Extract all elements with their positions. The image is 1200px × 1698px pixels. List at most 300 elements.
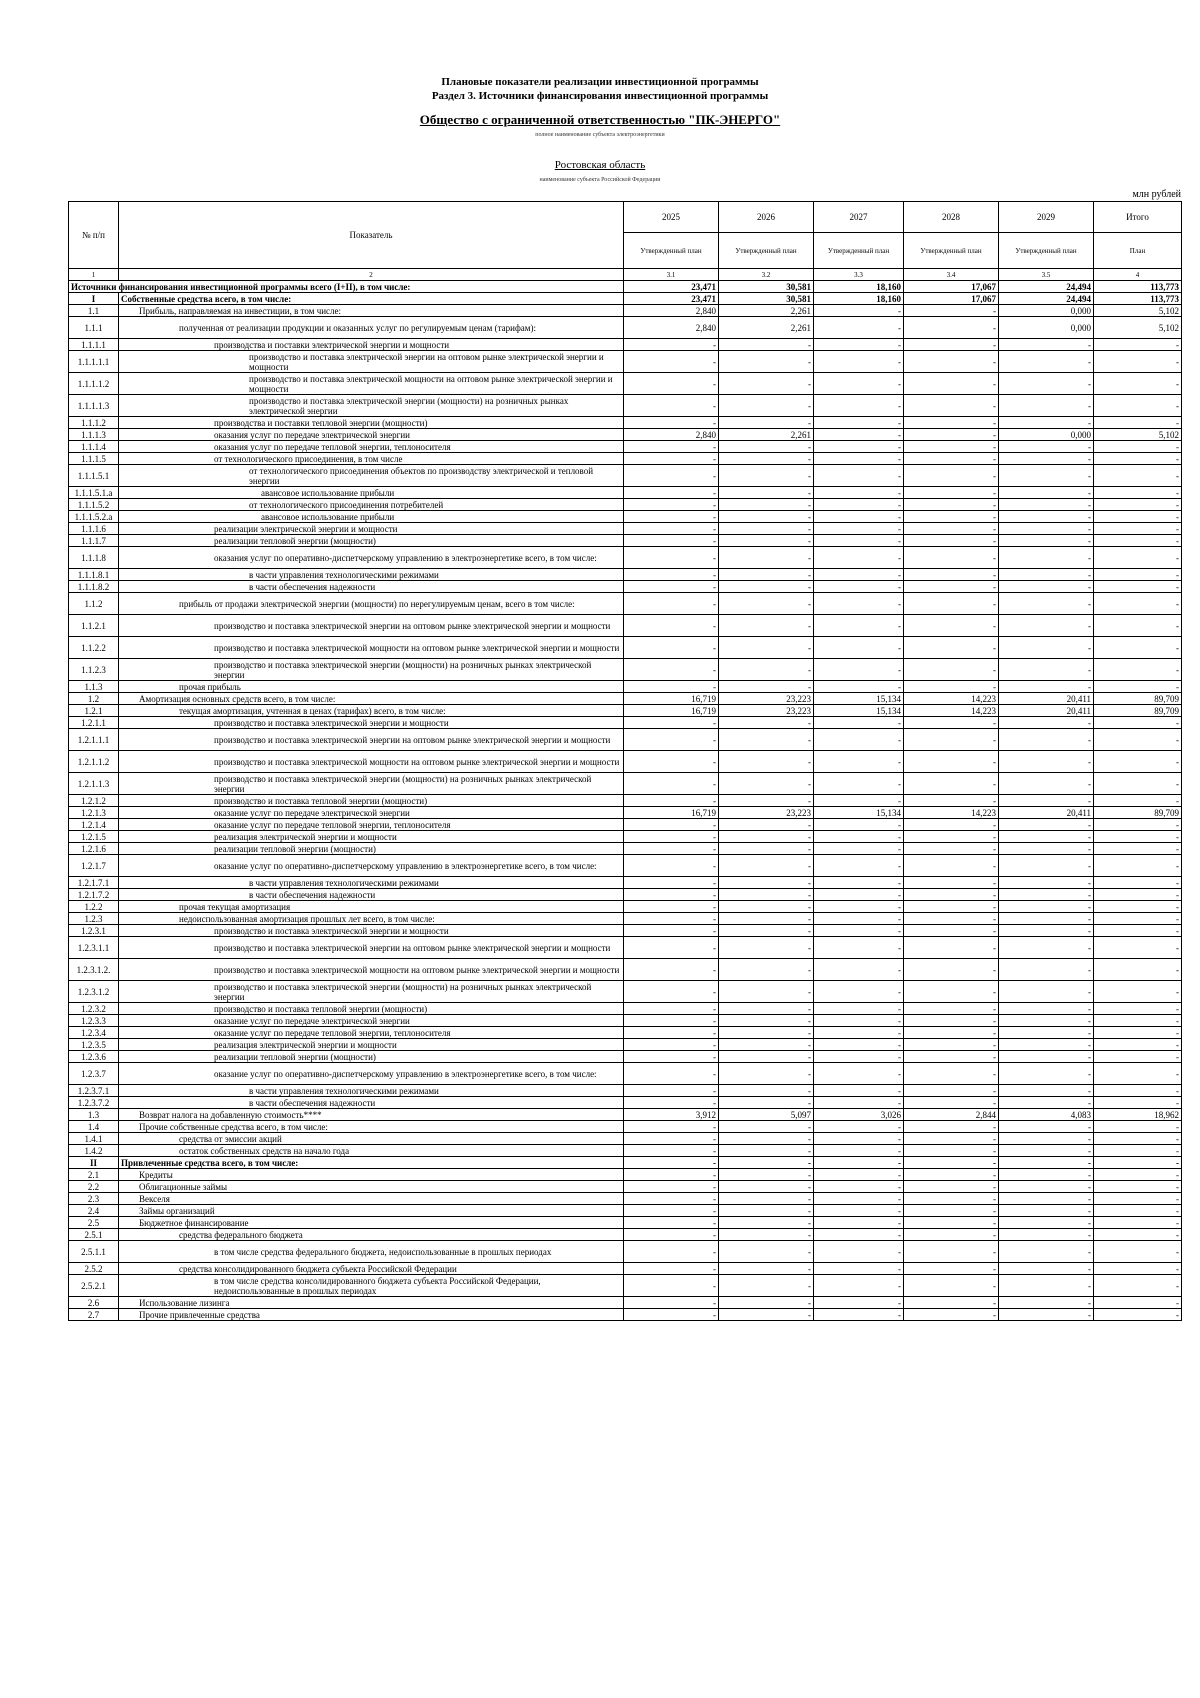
table-row (69, 1085, 1182, 1097)
row-number: 1.1 (69, 305, 119, 317)
row-value: - (999, 925, 1094, 937)
row-value: 24,494 (999, 281, 1094, 293)
row-value: - (814, 373, 904, 395)
row-label: от технологического присоединения объектов по производству электрической и тепловой энергии (119, 465, 624, 487)
row-value: - (624, 523, 719, 535)
row-value: - (719, 1097, 814, 1109)
row-label: оказание услуг по оперативно-диспетчерскому управлению в электроэнергетике всего, в том числе: (119, 855, 624, 877)
row-number: 1.1.1.6 (69, 523, 119, 535)
row-value: - (624, 1121, 719, 1133)
col-number: 2 (119, 269, 624, 281)
row-value: - (624, 901, 719, 913)
row-value: - (814, 1015, 904, 1027)
row-value: - (904, 637, 999, 659)
row-number: 1.1.1.1.2 (69, 373, 119, 395)
row-number: 1.1.1.5.1.a (69, 487, 119, 499)
row-label: Источники финансирования инвестиционной программы всего (I+II), в том числе: (69, 281, 624, 293)
row-value: - (719, 395, 814, 417)
row-value: - (719, 1229, 814, 1241)
row-value: - (814, 1193, 904, 1205)
row-value: - (814, 1003, 904, 1015)
row-number: 1.1.1.1.1 (69, 351, 119, 373)
col-number: 3.1 (624, 269, 719, 281)
row-value: - (904, 1275, 999, 1297)
row-value: - (814, 511, 904, 523)
row-value: - (719, 499, 814, 511)
row-value: - (814, 351, 904, 373)
row-value: - (814, 925, 904, 937)
row-value: 23,471 (624, 281, 719, 293)
row-value: 18,160 (814, 281, 904, 293)
row-total: - (1094, 547, 1182, 569)
row-value: - (814, 913, 904, 925)
row-value: - (624, 773, 719, 795)
row-value: - (624, 453, 719, 465)
row-label: производство и поставка электрической энергии (мощности) на розничных рынках электрической энергии (119, 395, 624, 417)
table-row (69, 843, 1182, 855)
row-number: 1.2.1.1.3 (69, 773, 119, 795)
row-value: - (814, 795, 904, 807)
row-number: 1.2.3.4 (69, 1027, 119, 1039)
row-value: - (624, 1205, 719, 1217)
row-number: 1.1.1.4 (69, 441, 119, 453)
row-value: - (999, 441, 1094, 453)
header-indicator: Показатель (119, 202, 624, 269)
row-value: - (999, 1133, 1094, 1145)
row-value: - (624, 535, 719, 547)
row-value: - (624, 351, 719, 373)
row-value: - (719, 351, 814, 373)
row-value: - (719, 1275, 814, 1297)
row-value: - (814, 395, 904, 417)
row-value: - (904, 1229, 999, 1241)
row-number: 1.2.3.6 (69, 1051, 119, 1063)
row-value: - (999, 593, 1094, 615)
row-value: - (719, 373, 814, 395)
row-total: - (1094, 1051, 1182, 1063)
row-value: - (624, 1097, 719, 1109)
row-total: - (1094, 889, 1182, 901)
table-row (69, 593, 1182, 615)
row-value: - (904, 901, 999, 913)
row-value: - (999, 1309, 1094, 1321)
row-number: 1.2.3.1.2 (69, 981, 119, 1003)
units-label: млн рублей (1132, 189, 1181, 200)
row-value: 3,026 (814, 1109, 904, 1121)
row-value: - (904, 1121, 999, 1133)
row-total: - (1094, 511, 1182, 523)
row-number: 2.5.2 (69, 1263, 119, 1275)
row-total: - (1094, 1263, 1182, 1275)
row-value: - (719, 681, 814, 693)
row-number: 1.2 (69, 693, 119, 705)
row-value: - (624, 547, 719, 569)
table-row (69, 317, 1182, 339)
row-label: авансовое использование прибыли (119, 487, 624, 499)
table-row (69, 1039, 1182, 1051)
row-value: - (814, 843, 904, 855)
row-total: - (1094, 417, 1182, 429)
row-total: - (1094, 1241, 1182, 1263)
row-value: - (814, 819, 904, 831)
row-value: - (814, 1063, 904, 1085)
row-total: - (1094, 925, 1182, 937)
header-year: 2028 (904, 202, 999, 233)
table-row (69, 877, 1182, 889)
row-value: - (904, 465, 999, 487)
row-value: - (624, 1133, 719, 1145)
row-number: 1.4.2 (69, 1145, 119, 1157)
row-value: - (624, 1145, 719, 1157)
row-label: прочая прибыль (119, 681, 624, 693)
row-label: Собственные средства всего, в том числе: (119, 293, 624, 305)
row-value: 17,067 (904, 281, 999, 293)
row-value: - (904, 1217, 999, 1229)
row-value: - (999, 1097, 1094, 1109)
row-number: 1.1.1.5 (69, 453, 119, 465)
row-value: - (904, 889, 999, 901)
row-value: - (904, 1133, 999, 1145)
row-value: - (719, 1205, 814, 1217)
row-label: оказание услуг по передаче тепловой энергии, теплоносителя (119, 1027, 624, 1039)
row-total: - (1094, 1145, 1182, 1157)
row-total: - (1094, 937, 1182, 959)
row-value: - (904, 937, 999, 959)
table-row (69, 1263, 1182, 1275)
row-value: - (904, 1097, 999, 1109)
row-label: в части обеспечения надежности (119, 1097, 624, 1109)
table-row (69, 773, 1182, 795)
row-value: - (814, 1297, 904, 1309)
row-value: - (719, 569, 814, 581)
row-value: - (999, 1205, 1094, 1217)
row-value: - (904, 351, 999, 373)
table-row (69, 659, 1182, 681)
row-number: 2.4 (69, 1205, 119, 1217)
row-total: - (1094, 1085, 1182, 1097)
row-value: - (999, 1157, 1094, 1169)
row-value: - (719, 637, 814, 659)
row-number: 1.1.1.8 (69, 547, 119, 569)
row-value: - (719, 1003, 814, 1015)
table-row (69, 1229, 1182, 1241)
row-value: - (999, 535, 1094, 547)
row-value: - (719, 729, 814, 751)
row-value: - (904, 1051, 999, 1063)
row-value: 0,000 (999, 305, 1094, 317)
row-total: - (1094, 441, 1182, 453)
row-value: - (814, 901, 904, 913)
table-row (69, 339, 1182, 351)
row-label: оказания услуг по передаче тепловой энергии, теплоносителя (119, 441, 624, 453)
row-value: - (814, 981, 904, 1003)
table-row (69, 1003, 1182, 1015)
header-plan-type: Утвержденный план (719, 233, 814, 269)
row-number: 1.2.2 (69, 901, 119, 913)
row-total: - (1094, 913, 1182, 925)
row-value: - (904, 855, 999, 877)
row-total: - (1094, 535, 1182, 547)
header-year: 2027 (814, 202, 904, 233)
row-value: 0,000 (999, 317, 1094, 339)
row-value: - (624, 831, 719, 843)
row-total: - (1094, 487, 1182, 499)
row-value: - (814, 637, 904, 659)
row-value: - (999, 659, 1094, 681)
row-value: - (719, 1145, 814, 1157)
table-row (69, 523, 1182, 535)
row-value: - (814, 1217, 904, 1229)
col-number: 3.2 (719, 269, 814, 281)
row-number: 1.2.1.3 (69, 807, 119, 819)
row-value: - (999, 1241, 1094, 1263)
row-label: производство и поставка электрической энергии (мощности) на розничных рынках электрической энергии (119, 773, 624, 795)
row-value: 30,581 (719, 281, 814, 293)
row-value: - (904, 1145, 999, 1157)
row-value: - (999, 465, 1094, 487)
row-value: - (999, 1229, 1094, 1241)
row-number: 1.2.1.5 (69, 831, 119, 843)
row-number: 2.6 (69, 1297, 119, 1309)
row-number: 1.1.3 (69, 681, 119, 693)
row-label: прибыль от продажи электрической энергии (мощности) по нерегулируемым ценам, всего в том числе: (119, 593, 624, 615)
table-row (69, 729, 1182, 751)
row-value: - (719, 339, 814, 351)
row-label: реализация электрической энергии и мощности (119, 1039, 624, 1051)
row-value: - (904, 593, 999, 615)
row-value: - (904, 1085, 999, 1097)
row-value: 14,223 (904, 705, 999, 717)
table-row (69, 1145, 1182, 1157)
row-value: - (624, 1157, 719, 1169)
col-number: 3.4 (904, 269, 999, 281)
organization-caption: полное наименование субъекта электроэнергетики (535, 132, 665, 138)
row-value: - (814, 1263, 904, 1275)
row-value: - (904, 1297, 999, 1309)
row-label: Привлеченные средства всего, в том числе: (119, 1157, 624, 1169)
table-row (69, 819, 1182, 831)
row-value: 5,097 (719, 1109, 814, 1121)
row-value: - (624, 981, 719, 1003)
row-value: - (814, 487, 904, 499)
row-label: текущая амортизация, учтенная в ценах (тарифах) всего, в том числе: (119, 705, 624, 717)
row-value: - (624, 1275, 719, 1297)
row-value: - (719, 819, 814, 831)
row-total: - (1094, 1275, 1182, 1297)
row-value: - (999, 1051, 1094, 1063)
row-number: 1.1.1.7 (69, 535, 119, 547)
table-row (69, 1109, 1182, 1121)
row-value: - (624, 339, 719, 351)
table-row (69, 417, 1182, 429)
row-total: 89,709 (1094, 705, 1182, 717)
row-value: - (999, 417, 1094, 429)
row-label: Амортизация основных средств всего, в том числе: (119, 693, 624, 705)
row-value: - (719, 773, 814, 795)
row-value: - (624, 465, 719, 487)
row-value: - (814, 1157, 904, 1169)
row-value: - (904, 1205, 999, 1217)
row-value: - (999, 487, 1094, 499)
row-label: в части обеспечения надежности (119, 889, 624, 901)
region-name: Ростовская область (554, 159, 646, 171)
row-value: - (624, 1027, 719, 1039)
row-label: производство и поставка электрической мощности на оптовом рынке электрической энергии и мощности (119, 751, 624, 773)
row-value: - (999, 351, 1094, 373)
row-value: - (719, 795, 814, 807)
row-value: - (624, 913, 719, 925)
row-value: - (904, 1263, 999, 1275)
row-value: - (719, 453, 814, 465)
row-value: - (904, 681, 999, 693)
row-value: - (624, 499, 719, 511)
row-total: 5,102 (1094, 305, 1182, 317)
row-value: - (999, 499, 1094, 511)
row-label: оказание услуг по передаче электрической энергии (119, 1015, 624, 1027)
row-number: 2.5.1 (69, 1229, 119, 1241)
row-value: - (719, 717, 814, 729)
row-value: - (904, 773, 999, 795)
row-value: - (814, 429, 904, 441)
row-value: 23,223 (719, 705, 814, 717)
row-value: - (999, 1121, 1094, 1133)
row-number: 1.2.1 (69, 705, 119, 717)
row-value: - (999, 523, 1094, 535)
row-number: 1.2.3.7.2 (69, 1097, 119, 1109)
row-number: 2.5.1.1 (69, 1241, 119, 1263)
row-value: - (814, 453, 904, 465)
row-value: - (904, 581, 999, 593)
row-value: - (814, 937, 904, 959)
table-row (69, 901, 1182, 913)
row-total: - (1094, 1121, 1182, 1133)
table-row (69, 795, 1182, 807)
row-label: Бюджетное финансирование (119, 1217, 624, 1229)
row-value: - (719, 889, 814, 901)
row-value: - (814, 615, 904, 637)
row-value: - (999, 901, 1094, 913)
table-row (69, 925, 1182, 937)
row-value: 20,411 (999, 705, 1094, 717)
row-number: 1.2.1.1.2 (69, 751, 119, 773)
row-value: - (814, 959, 904, 981)
row-number: 2.5.2.1 (69, 1275, 119, 1297)
row-value: - (904, 913, 999, 925)
row-value: - (999, 1145, 1094, 1157)
row-value: - (814, 889, 904, 901)
row-total: - (1094, 1133, 1182, 1145)
table-row (69, 1181, 1182, 1193)
row-number: 2.3 (69, 1193, 119, 1205)
row-label: Векселя (119, 1193, 624, 1205)
row-value: - (814, 681, 904, 693)
row-value: - (719, 751, 814, 773)
row-value: - (814, 1039, 904, 1051)
table-row (69, 1275, 1182, 1297)
table-row (69, 637, 1182, 659)
table-row (69, 305, 1182, 317)
row-number: 1.2.3.1.1 (69, 937, 119, 959)
row-number: 1.1.1.5.2.a (69, 511, 119, 523)
row-value: - (999, 913, 1094, 925)
row-total: - (1094, 729, 1182, 751)
row-value: - (624, 417, 719, 429)
row-total: 89,709 (1094, 693, 1182, 705)
row-value: - (719, 581, 814, 593)
row-value: - (719, 1157, 814, 1169)
row-total: - (1094, 339, 1182, 351)
row-number: 1.2.1.6 (69, 843, 119, 855)
row-value: - (624, 843, 719, 855)
row-label: оказания услуг по передаче электрической энергии (119, 429, 624, 441)
table-row (69, 499, 1182, 511)
row-value: - (719, 901, 814, 913)
row-value: - (904, 1193, 999, 1205)
row-label: производство и поставка электрической энергии и мощности (119, 925, 624, 937)
row-value: 20,411 (999, 693, 1094, 705)
row-value: - (814, 441, 904, 453)
row-label: полученная от реализации продукции и оказанных услуг по регулируемым ценам (тарифам): (119, 317, 624, 339)
row-total: - (1094, 819, 1182, 831)
header-row-colnums (69, 269, 1182, 281)
row-label: производство и поставка электрической энергии (мощности) на розничных рынках электрической энергии (119, 659, 624, 681)
row-number: 1.1.1.8.1 (69, 569, 119, 581)
row-total: - (1094, 453, 1182, 465)
row-value: - (904, 523, 999, 535)
row-value: - (904, 499, 999, 511)
row-total: - (1094, 499, 1182, 511)
row-value: - (904, 1169, 999, 1181)
table-row (69, 959, 1182, 981)
row-total: - (1094, 901, 1182, 913)
row-label: производство и поставка электрической мощности на оптовом рынке электрической энергии и мощности (119, 373, 624, 395)
header-year: 2029 (999, 202, 1094, 233)
row-total: - (1094, 1015, 1182, 1027)
header-year: 2025 (624, 202, 719, 233)
row-value: - (814, 593, 904, 615)
row-value: - (814, 659, 904, 681)
row-label: в части управления технологическими режимами (119, 877, 624, 889)
table-row (69, 281, 1182, 293)
row-value: - (719, 937, 814, 959)
row-total: 113,773 (1094, 293, 1182, 305)
header-plan-type: Утвержденный план (999, 233, 1094, 269)
row-total: - (1094, 1039, 1182, 1051)
row-value: 4,083 (999, 1109, 1094, 1121)
row-value: - (814, 465, 904, 487)
row-value: - (624, 1297, 719, 1309)
row-label: средства от эмиссии акций (119, 1133, 624, 1145)
row-number: 2.5 (69, 1217, 119, 1229)
row-label: оказание услуг по передаче электрической энергии (119, 807, 624, 819)
row-value: - (814, 317, 904, 339)
row-value: - (904, 729, 999, 751)
row-value: - (719, 1133, 814, 1145)
row-value: - (904, 959, 999, 981)
title-line-2: Раздел 3. Источники финансирования инвестиционной программы (431, 90, 769, 102)
row-value: - (624, 1193, 719, 1205)
row-label: реализации тепловой энергии (мощности) (119, 535, 624, 547)
row-value: - (719, 981, 814, 1003)
row-label: в части управления технологическими режимами (119, 1085, 624, 1097)
row-value: 14,223 (904, 693, 999, 705)
row-value: - (814, 877, 904, 889)
row-value: - (624, 1241, 719, 1263)
row-value: - (624, 395, 719, 417)
row-value: - (814, 1097, 904, 1109)
row-number: 1.1.2 (69, 593, 119, 615)
row-label: производство и поставка электрической энергии на оптовом рынке электрической энергии и мощности (119, 937, 624, 959)
